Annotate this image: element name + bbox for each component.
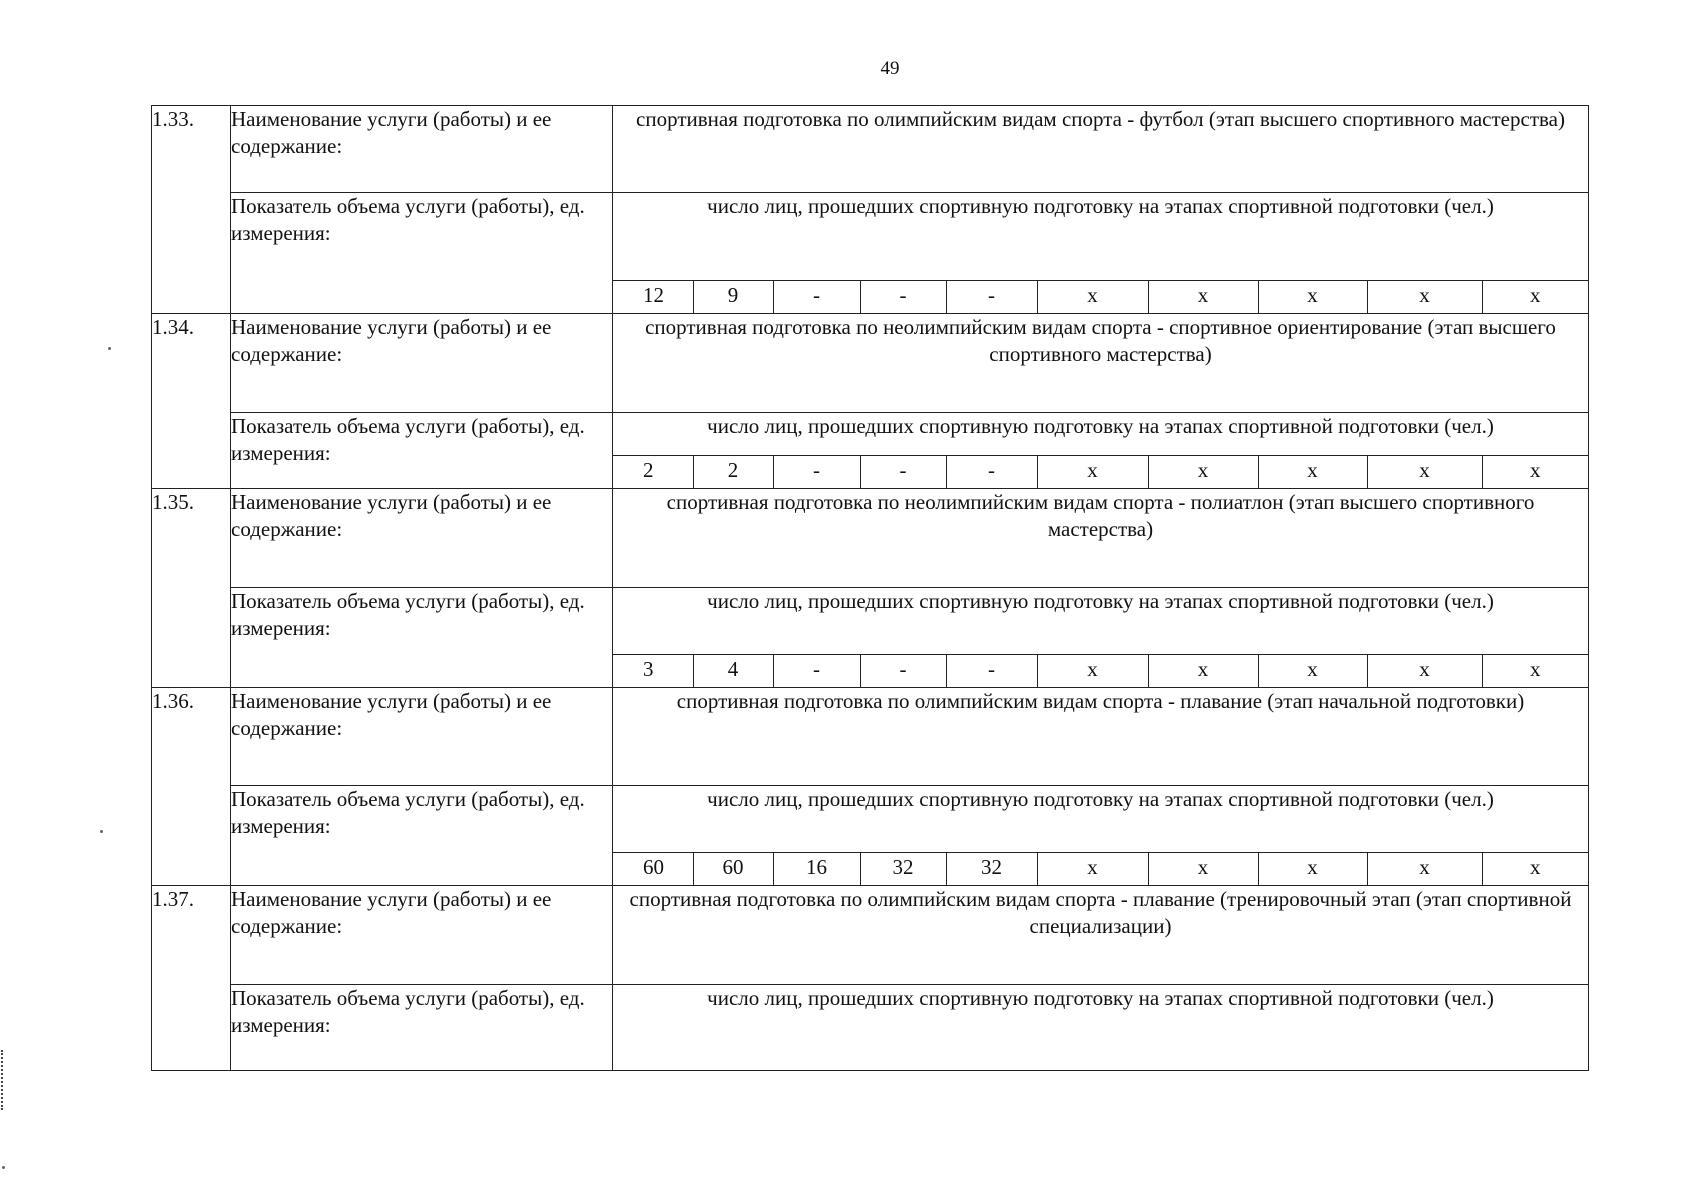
value-cell: х (1258, 281, 1367, 313)
indicator-label: Показатель объема услуги (работы), ед. измерения: (231, 588, 613, 688)
indicator-value: число лиц, прошедших спортивную подготовку на этапах спортивной подготовки (чел.) (613, 786, 1589, 853)
indicator-value: число лиц, прошедших спортивную подготовку на этапах спортивной подготовки (чел.) (613, 413, 1589, 456)
scan-speck (2, 1166, 5, 1169)
value-cell: х (1482, 456, 1588, 488)
row-number: 1.34. (152, 314, 231, 489)
service-row (152, 489, 1589, 588)
services-table (151, 105, 1589, 1071)
row-number: 1.36. (152, 688, 231, 886)
value-cell: х (1367, 853, 1482, 885)
value-cell: х (1482, 853, 1588, 885)
values-table (613, 281, 1588, 313)
value-cell: х (1037, 456, 1148, 488)
service-name-value: спортивная подготовка по неолимпийским видам спорта - спортивное ориентирование (этап высшего спортивного мастерства) (613, 314, 1589, 413)
indicator-value: число лиц, прошедших спортивную подготовку на этапах спортивной подготовки (чел.) (613, 193, 1589, 281)
value-cell: - (946, 655, 1037, 687)
row-number: 1.35. (152, 489, 231, 688)
value-cell: х (1258, 655, 1367, 687)
value-cell: 16 (773, 853, 860, 885)
service-row (152, 886, 1589, 985)
value-cell: - (773, 655, 860, 687)
indicator-row (152, 193, 1589, 281)
service-name-value: спортивная подготовка по олимпийским видам спорта - футбол (этап высшего спортивного мастерства) (613, 106, 1589, 193)
indicator-label: Показатель объема услуги (работы), ед. измерения: (231, 413, 613, 489)
value-cell: х (1482, 655, 1588, 687)
service-name-label: Наименование услуги (работы) и ее содержание: (231, 886, 613, 985)
value-cell: х (1037, 655, 1148, 687)
value-cell: х (1367, 281, 1482, 313)
values-cell (613, 456, 1589, 489)
value-cell: 2 (693, 456, 773, 488)
indicator-label: Показатель объема услуги (работы), ед. измерения: (231, 985, 613, 1071)
values-cell (613, 853, 1589, 886)
indicator-row (152, 588, 1589, 655)
value-cell: х (1148, 853, 1258, 885)
values-cell (613, 655, 1589, 688)
value-cell: х (1367, 655, 1482, 687)
service-row (152, 106, 1589, 193)
scan-speck (100, 830, 103, 833)
service-name-value: спортивная подготовка по олимпийским видам спорта - плавание (тренировочный этап (этап спортивной специализации) (613, 886, 1589, 985)
values-table (613, 456, 1588, 488)
value-cell: - (773, 281, 860, 313)
value-cell: 12 (643, 283, 664, 307)
indicator-label: Показатель объема услуги (работы), ед. измерения: (231, 193, 613, 314)
indicator-row (152, 985, 1589, 1071)
page-number: 49 (880, 58, 900, 79)
values-cell (613, 281, 1589, 314)
indicator-row (152, 413, 1589, 456)
value-cell: - (773, 456, 860, 488)
indicator-value: число лиц, прошедших спортивную подготовку на этапах спортивной подготовки (чел.) (613, 985, 1589, 1071)
indicator-label: Показатель объема услуги (работы), ед. измерения: (231, 786, 613, 886)
value-cell: 60 (643, 855, 664, 879)
value-cell: - (946, 456, 1037, 488)
value-cell: х (1367, 456, 1482, 488)
row-number: 1.33. (152, 106, 231, 314)
values-table (613, 655, 1588, 687)
value-cell: х (1148, 655, 1258, 687)
value-cell: 3 (643, 657, 654, 681)
service-row (152, 688, 1589, 786)
service-row (152, 314, 1589, 413)
value-cell: - (860, 456, 946, 488)
row-number: 1.37. (152, 886, 231, 1071)
service-name-value: спортивная подготовка по олимпийским видам спорта - плавание (этап начальной подготовки) (613, 688, 1589, 786)
service-name-value: спортивная подготовка по неолимпийским видам спорта - полиатлон (этап высшего спортивного мастерства) (613, 489, 1589, 588)
value-cell: 2 (643, 458, 654, 482)
value-cell: х (1037, 853, 1148, 885)
scan-speck (108, 347, 111, 350)
service-name-label: Наименование услуги (работы) и ее содержание: (231, 106, 613, 193)
value-cell: 60 (693, 853, 773, 885)
value-cell: 32 (860, 853, 946, 885)
value-cell: х (1148, 456, 1258, 488)
service-name-label: Наименование услуги (работы) и ее содержание: (231, 489, 613, 588)
value-cell: х (1037, 281, 1148, 313)
value-cell: 9 (693, 281, 773, 313)
value-cell: х (1482, 281, 1588, 313)
indicator-value: число лиц, прошедших спортивную подготовку на этапах спортивной подготовки (чел.) (613, 588, 1589, 655)
value-cell: - (860, 281, 946, 313)
service-name-label: Наименование услуги (работы) и ее содержание: (231, 688, 613, 786)
scan-edge-mark (1, 1050, 5, 1110)
indicator-row (152, 786, 1589, 853)
service-name-label: Наименование услуги (работы) и ее содержание: (231, 314, 613, 413)
values-table (613, 853, 1588, 885)
value-cell: х (1258, 456, 1367, 488)
value-cell: - (860, 655, 946, 687)
value-cell: 32 (946, 853, 1037, 885)
value-cell: - (946, 281, 1037, 313)
value-cell: 4 (693, 655, 773, 687)
value-cell: х (1258, 853, 1367, 885)
value-cell: х (1148, 281, 1258, 313)
